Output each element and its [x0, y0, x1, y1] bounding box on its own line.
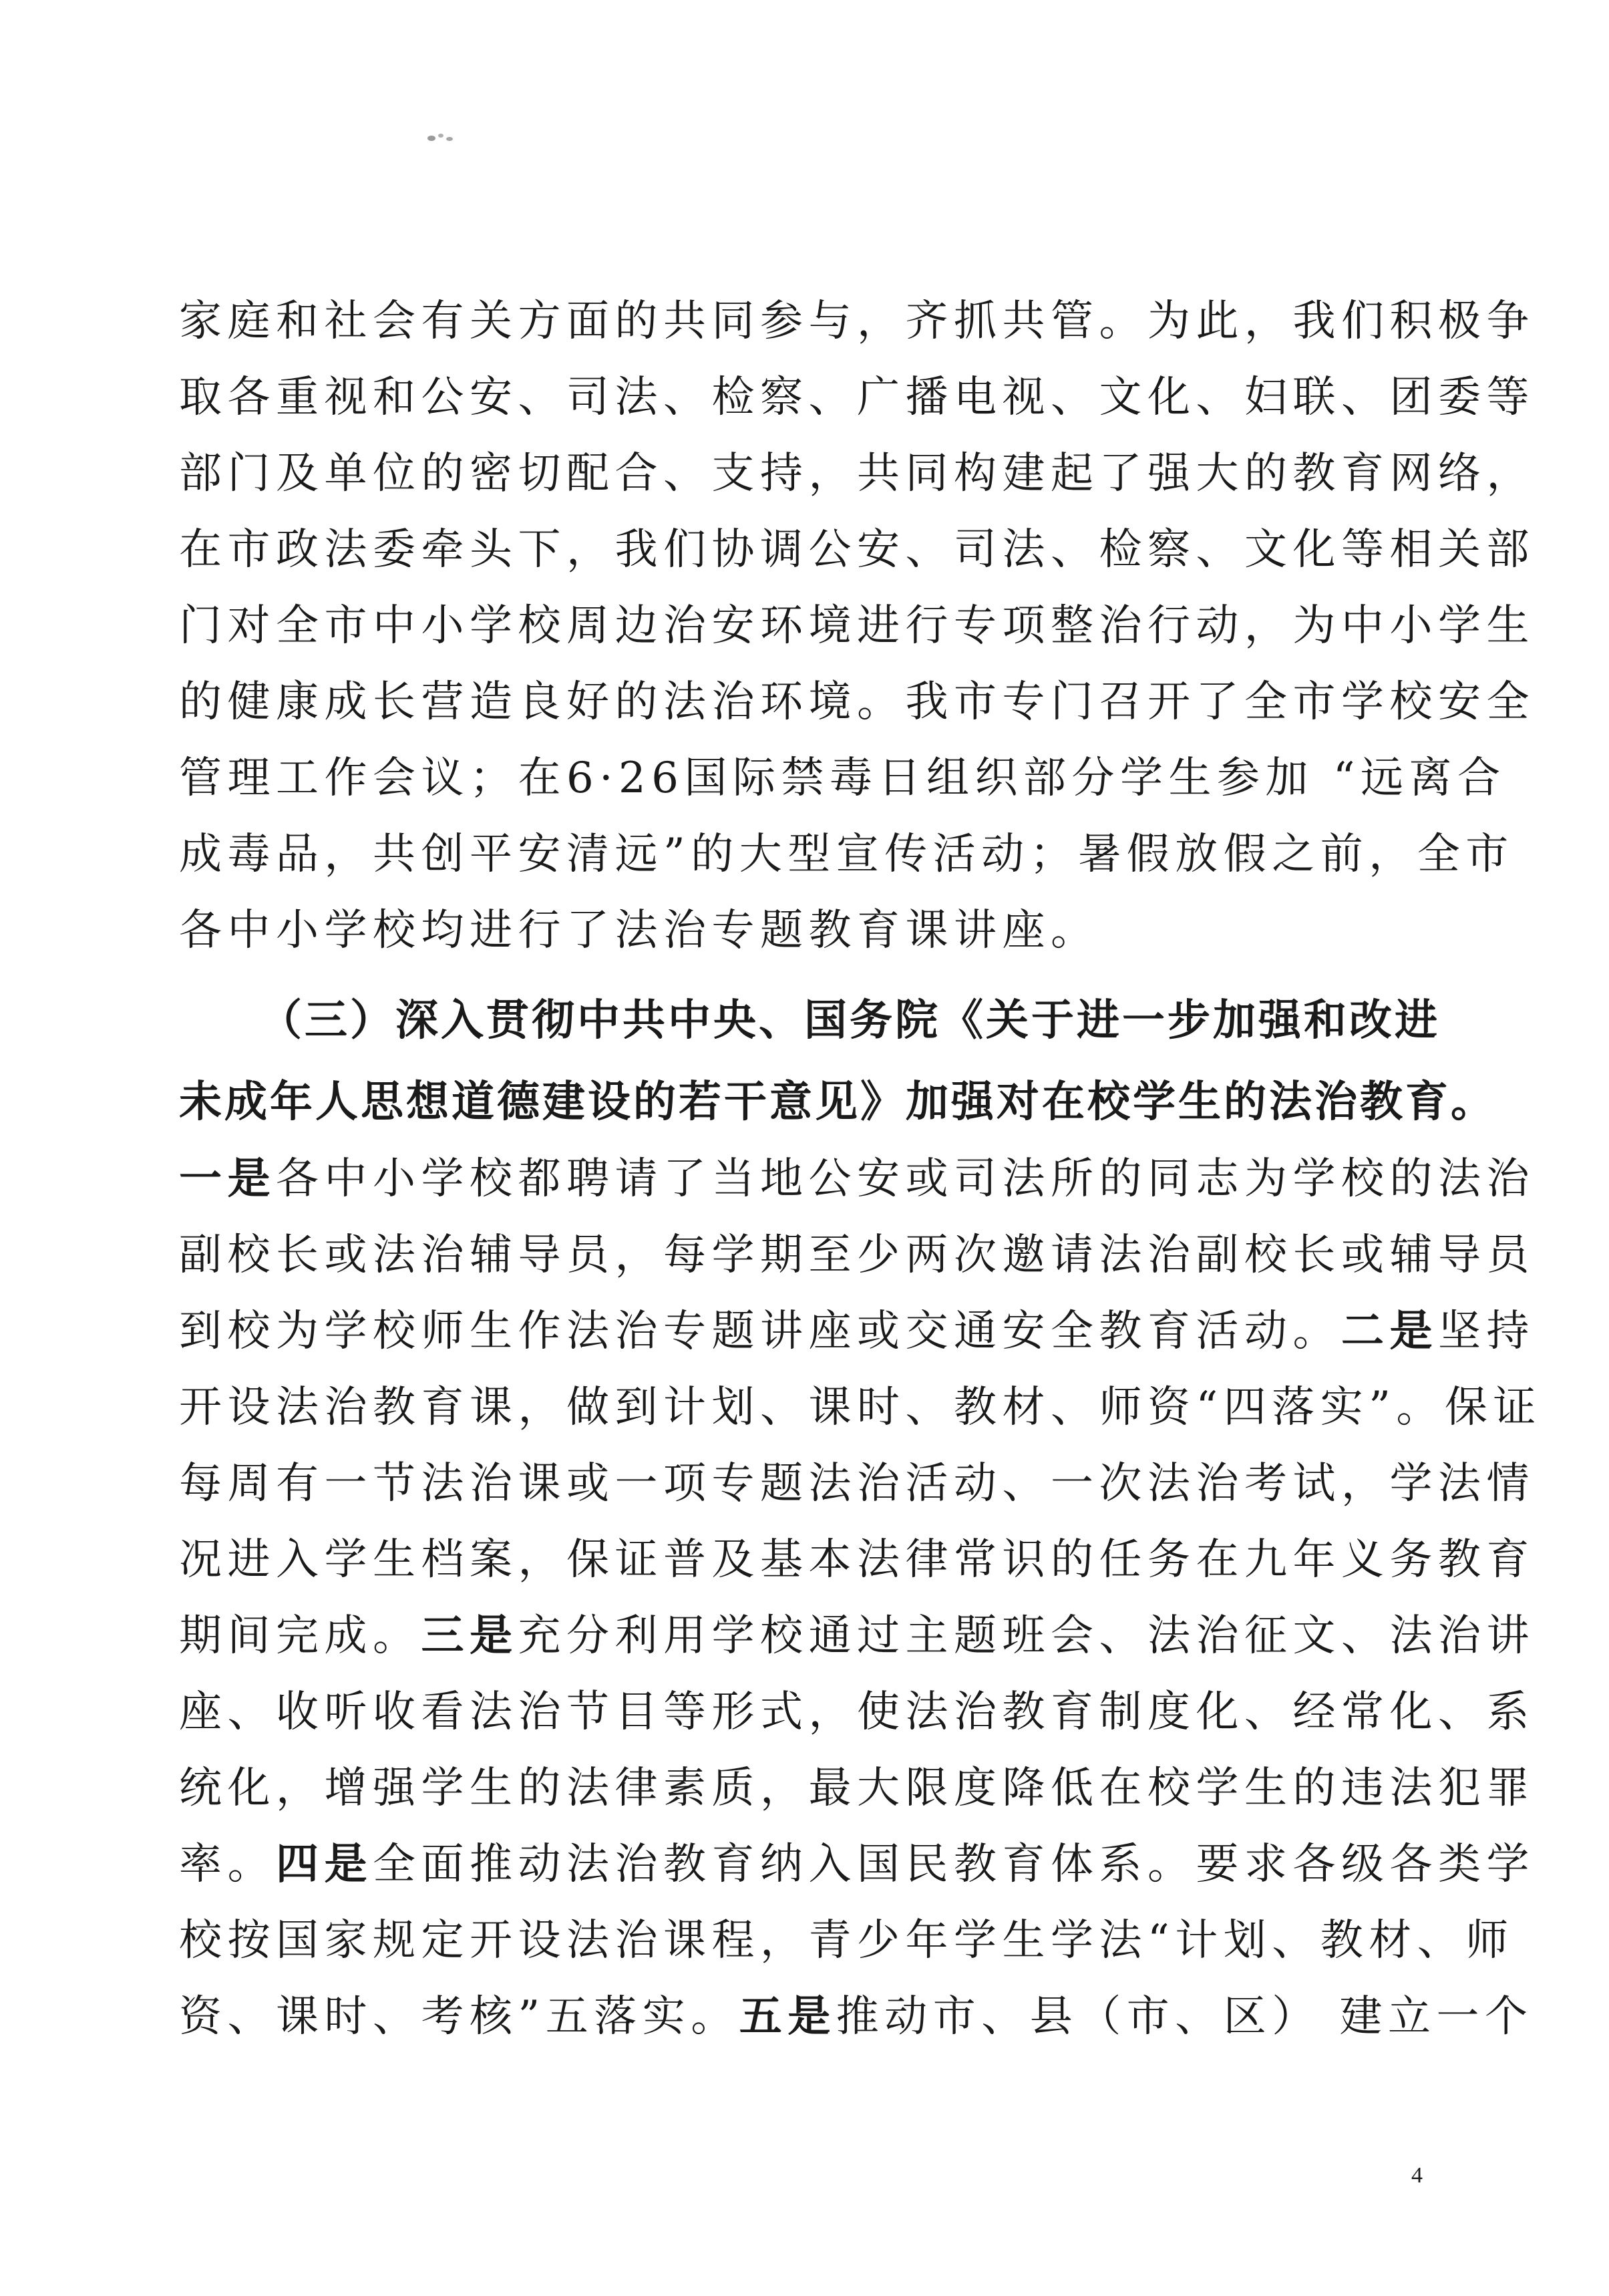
ordinal-keyword: 一是: [179, 1154, 276, 1204]
body-line: 校按国家规定开设法治课程，青少年学生学法“计划、教材、师: [179, 1916, 1514, 1965]
body-text: 率。: [179, 1840, 276, 1889]
body-line: [179, 1838, 1535, 1891]
ordinal-keyword: 五是: [739, 1991, 836, 2041]
body-text: 充分利用学校通过主题班会、法治征文、法治讲: [518, 1611, 1535, 1661]
body-line: 统化，增强学生的法律素质，最大限度降低在校学生的违法犯罪: [179, 1764, 1535, 1813]
body-line: 副校长或法治辅导员，每学期至少两次邀请法治副校长或辅导员: [179, 1231, 1535, 1280]
body-text: 资、课时、考核”五落实。: [179, 1992, 739, 2041]
section-heading-line: （三）深入贯彻中共中央、国务院《关于进一步加强和改进: [259, 995, 1440, 1045]
body-line: 况进入学生档案，保证普及基本法律常识的任务在九年义务教育: [179, 1535, 1535, 1585]
body-text: 到校为学校师生作法治专题讲座或交通安全教育活动。: [179, 1307, 1341, 1356]
body-line: 的健康成长营造良好的法治环境。我市专门召开了全市学校安全: [179, 677, 1535, 727]
body-line: 开设法治教育课，做到计划、课时、教材、师资“四落实”。保证: [179, 1383, 1542, 1432]
body-line: 每周有一节法治课或一项专题法治活动、一次法治考试，学法情: [179, 1459, 1535, 1508]
body-line: 成毒品，共创平安清远”的大型宣传活动；暑假放假之前，全市: [179, 830, 1514, 879]
body-text: 全面推动法治教育纳入国民教育体系。要求各级各类学: [373, 1840, 1535, 1889]
body-line: [179, 1152, 1535, 1206]
ordinal-keyword: 三是: [421, 1611, 518, 1661]
body-line: [179, 1990, 1534, 2043]
scan-speck-mark: [425, 130, 456, 144]
body-text: 坚持: [1438, 1307, 1535, 1356]
section-heading-line: 未成年人思想道德建设的若干意见》加强对在校学生的法治教育。: [179, 1077, 1496, 1127]
body-line: 部门及单位的密切配合、支持，共同构建起了强大的教育网络，: [179, 449, 1535, 498]
body-line: [179, 1609, 1535, 1663]
page-number: 4: [1411, 2163, 1423, 2188]
body-line: 各中小学校均进行了法治专题教育课讲座。: [179, 906, 1099, 955]
body-line: 门对全市中小学校周边治安环境进行专项整治行动，为中小学生: [179, 601, 1535, 651]
body-line: [179, 1305, 1535, 1358]
ordinal-keyword: 四是: [276, 1839, 373, 1889]
body-line: 座、收听收看法治节目等形式，使法治教育制度化、经常化、系: [179, 1687, 1535, 1737]
body-line: 在市政法委牵头下，我们协调公安、司法、检察、文化等相关部: [179, 525, 1535, 575]
body-text: 推动市、县（市、区） 建立一个: [836, 1992, 1534, 2041]
body-line: 取各重视和公安、司法、检察、广播电视、文化、妇联、团委等: [179, 373, 1535, 422]
body-text: 各中小学校都聘请了当地公安或司法所的同志为学校的法治: [276, 1154, 1535, 1204]
body-line: 家庭和社会有关方面的共同参与，齐抓共管。为此，我们积极争: [179, 297, 1535, 346]
body-line: 管理工作会议；在6·26国际禁毒日组织部分学生参加 “远离合: [179, 754, 1506, 803]
body-text: 期间完成。: [179, 1611, 421, 1661]
ordinal-keyword: 二是: [1341, 1306, 1438, 1356]
